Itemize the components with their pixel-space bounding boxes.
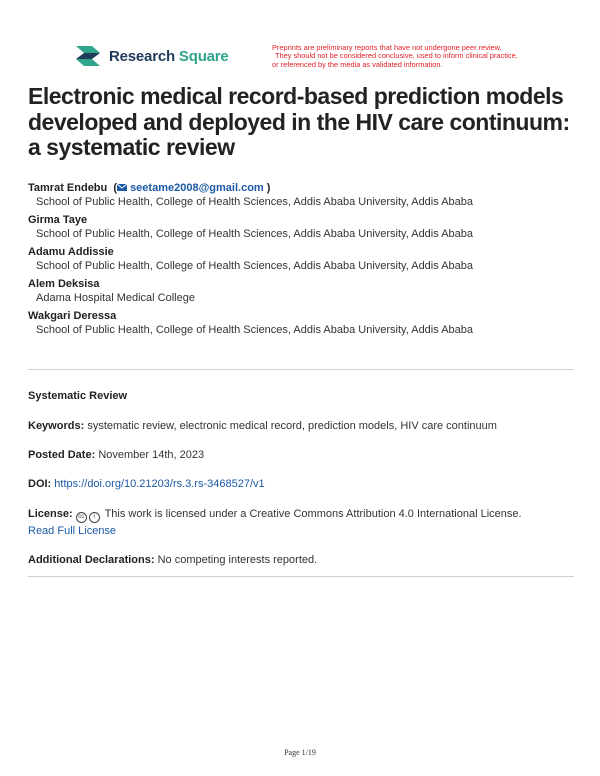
disclaimer-line-1: Preprints are preliminary reports that have not undergone peer review. [272,43,502,52]
attribution-icon: i [89,512,100,523]
author-email-link[interactable]: seetame2008@gmail.com [130,182,264,194]
disclaimer-line-2: They should not be considered conclusive, used to inform clinical practice, [275,51,518,61]
article-type [28,388,576,404]
author-list [28,178,576,338]
logo-word-square: Square [178,47,229,65]
doi-label: DOI: [28,478,52,490]
author-name-2: Girma Taye [28,214,88,226]
research-square-logo[interactable] [74,44,229,68]
posted-date-label: Posted Date: [28,449,96,461]
license-text: This work is licensed under a Creative Commons Attribution 4.0 International License. [104,508,522,520]
email-wrapper: ( seetame2008@gmail.com ) [113,182,271,194]
author-name-1: Tamrat Endebu [28,182,108,194]
research-square-logo-icon [74,44,102,68]
author-name-5: Wakgari Deressa [28,310,117,322]
read-full-license-link[interactable]: Read Full License [28,525,117,537]
author-affiliation-1: School of Public Health, College of Health Sciences, Addis Ababa University, Addis Ababa [36,196,474,208]
preprint-disclaimer [272,44,542,69]
author-name-4: Alem Deksisa [28,278,100,290]
page-number: Page 1/19 [284,748,316,757]
author-name [28,181,576,195]
divider-bottom [28,576,574,577]
author-affiliation-3: School of Public Health, College of Health Sciences, Addis Ababa University, Addis Ababa [36,260,474,272]
envelope-icon [117,184,127,191]
divider-top [28,369,574,370]
posted-date-value: November 14th, 2023 [98,449,205,461]
author-affiliation-4: Adama Hospital Medical College [36,292,195,304]
cc-icon: cc [76,512,87,523]
license [28,506,576,539]
posted-date [28,447,576,463]
doi-link[interactable]: https://doi.org/10.21203/rs.3.rs-3468527/v1 [54,478,265,490]
author-affiliation-2: School of Public Health, College of Health Sciences, Addis Ababa University, Addis Ababa [36,228,474,240]
keywords [28,418,576,434]
paper-title: Electronic medical record-based prediction models developed and deployed in the HIV care continuum: a systematic review [28,83,570,160]
additional-declarations [28,552,576,568]
doi [28,476,576,492]
license-label: License: [28,508,73,520]
keywords-value: systematic review, electronic medical record, prediction models, HIV care continuum [87,420,497,432]
article-type-value: Systematic Review [28,390,128,402]
keywords-label: Keywords: [28,420,85,432]
declarations-label: Additional Declarations: [28,554,155,566]
author-affiliation-5: School of Public Health, College of Health Sciences, Addis Ababa University, Addis Ababa [36,324,474,336]
declarations-value: No competing interests reported. [157,554,318,566]
author-name-3: Adamu Addissie [28,246,114,258]
logo-text [109,48,229,65]
disclaimer-line-3: or referenced by the media as validated information. [272,59,443,69]
logo-word-research: Research [109,47,175,65]
